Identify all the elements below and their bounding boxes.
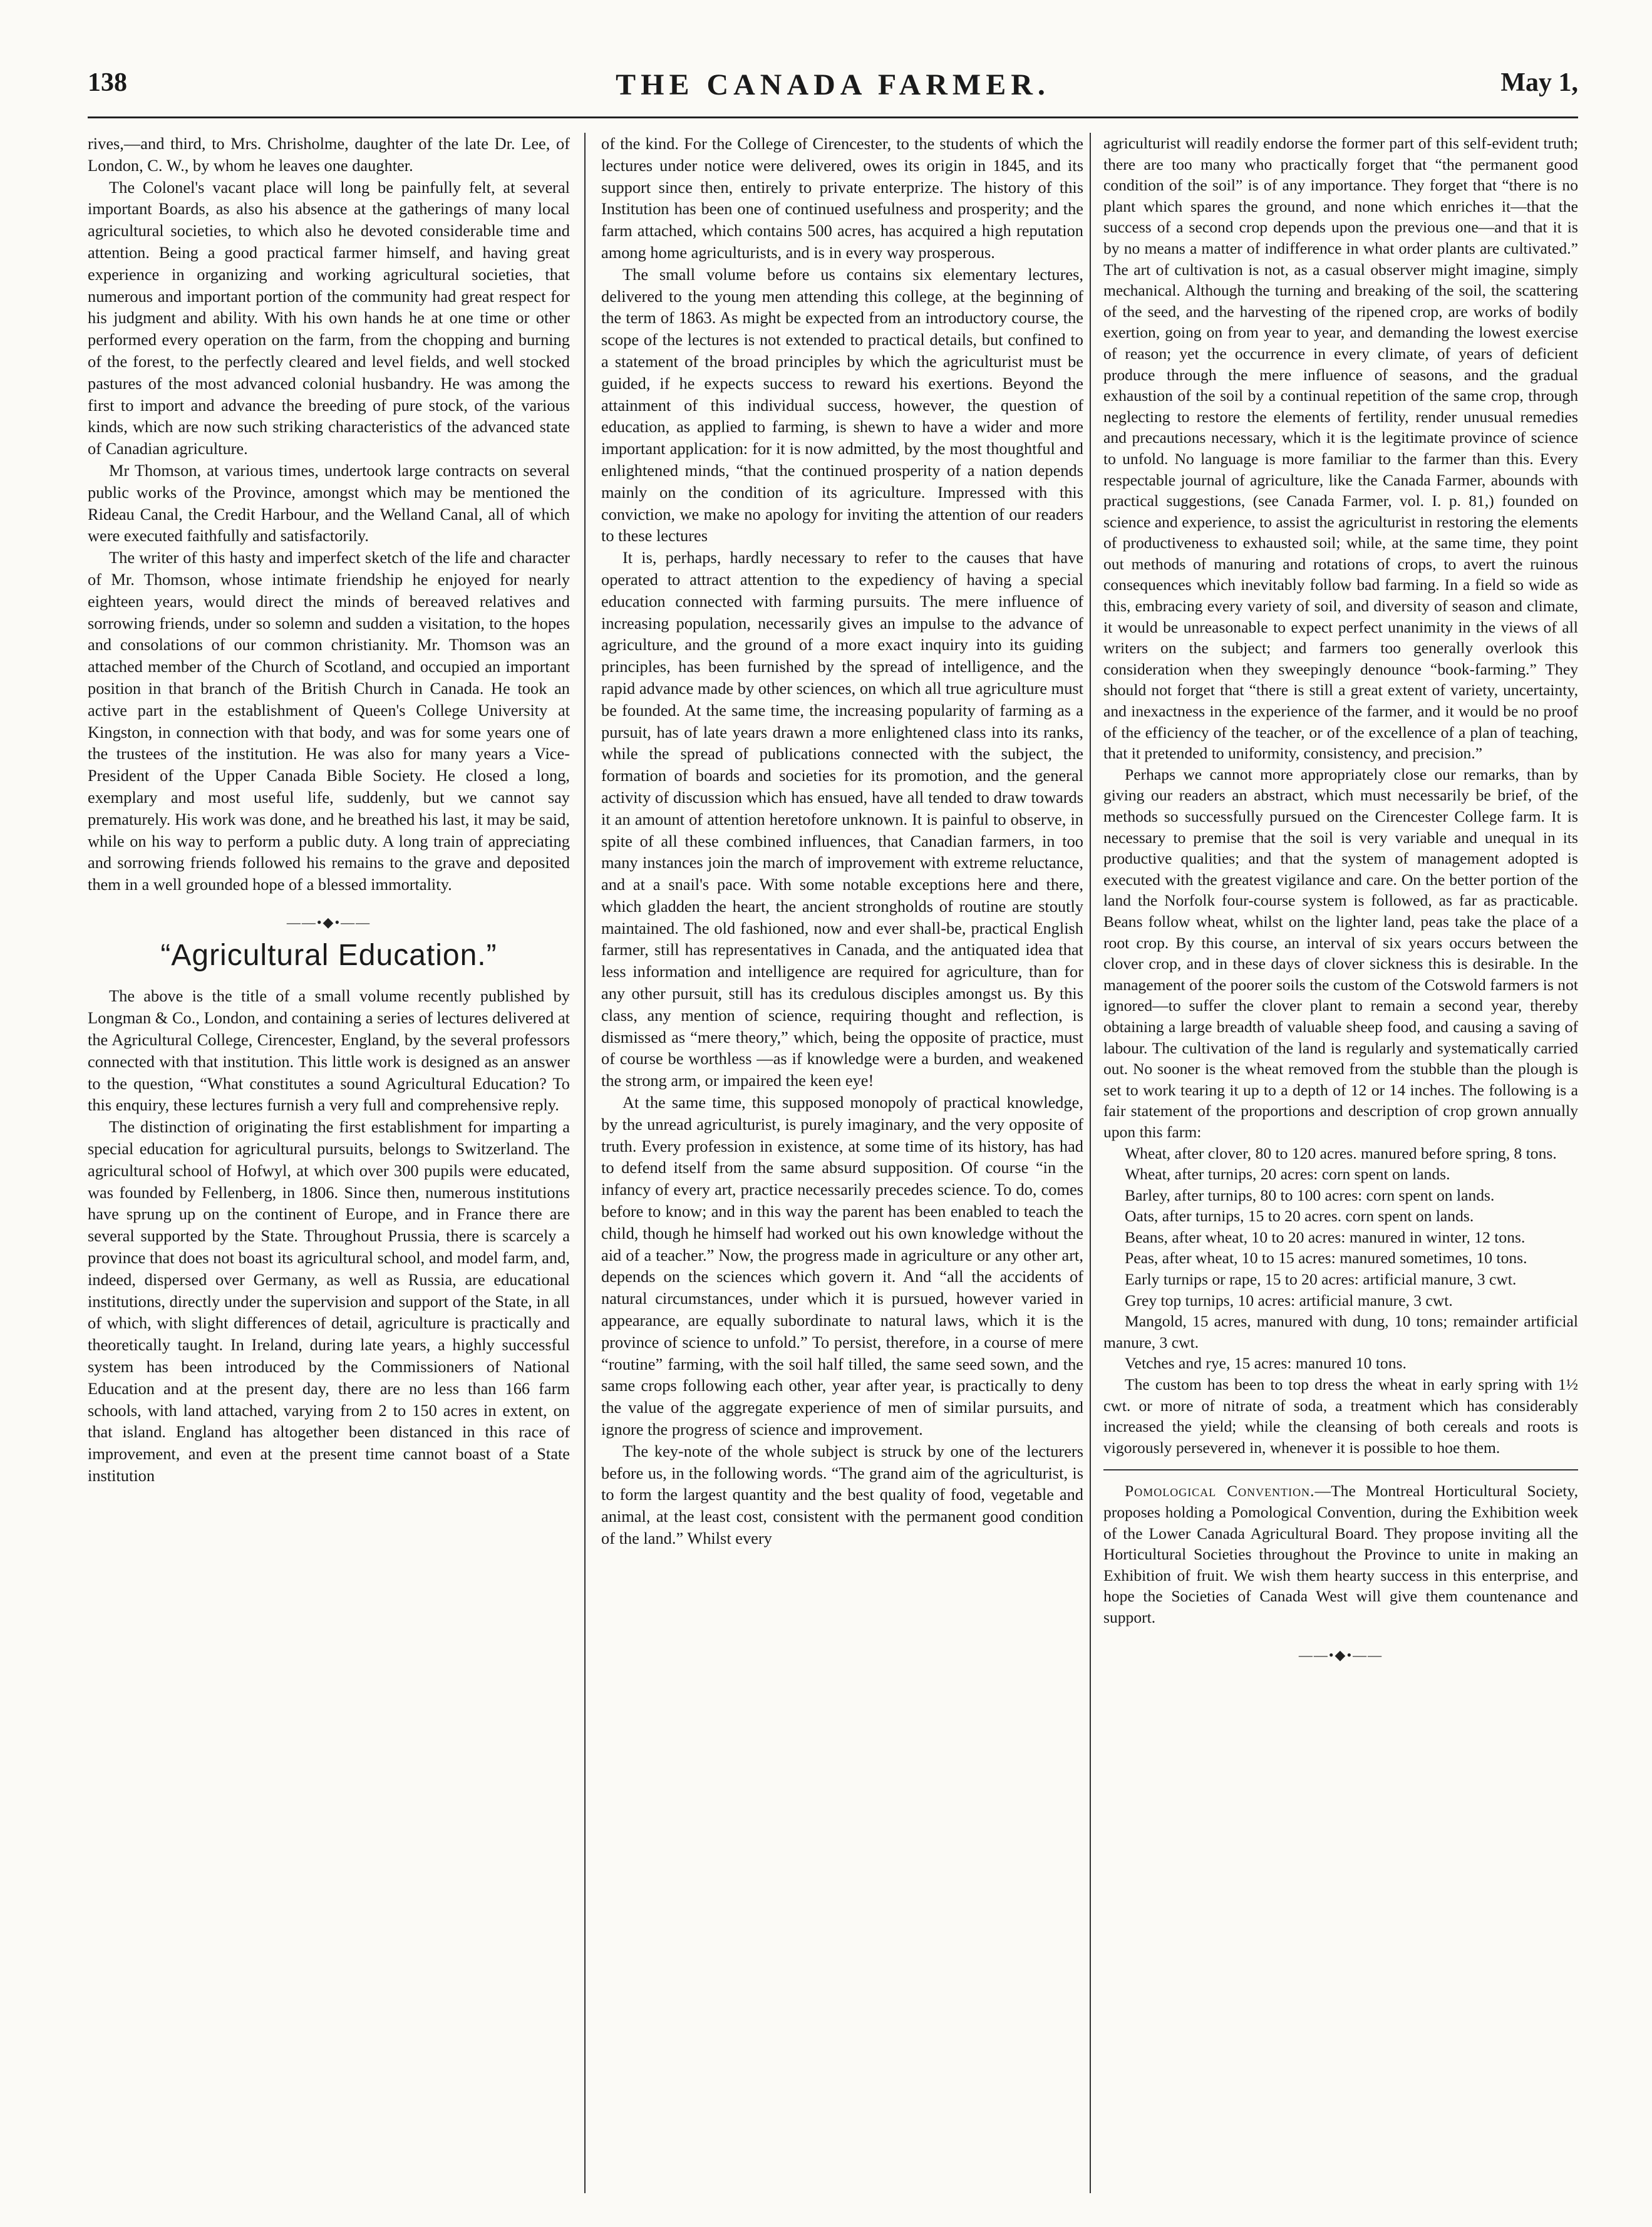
obituary-paragraph: Mr Thomson, at various times, undertook large contracts on several public works of the Province, amongst which may be mentioned the Rideau Canal, the Credit Harbour, and the Welland Canal, all of which were executed faithfully and satisfactorily.	[88, 460, 570, 545]
article-divider	[1103, 1469, 1578, 1470]
news-item	[1103, 1480, 1578, 1628]
page-header	[88, 68, 1578, 106]
header-rule	[88, 116, 1578, 118]
issue-date: May 1,	[1500, 68, 1578, 97]
crop-item: Vetches and rye, 15 acres: manured 10 tons.	[1125, 1354, 1407, 1373]
news-item-text: —The Montreal Horticultural Society, proposes holding a Pomological Convention, during the Exhibition week of the Lower Canada Agricultural Board. They propose inviting all the Horticultural Societies throughout the Province to unite in making an Exhibition of fruit. We wish them hearty success in this enterprise, and hope the Societies of Canada West will give them countenance and support.	[1103, 1482, 1578, 1626]
article-paragraph: The key-note of the whole subject is struck by one of the lecturers before us, in the following words. “The grand aim of the agriculturist, is to form the largest quantity and the best quality of food, vegetable and animal, at the least cost, consistent with the permanent good condition of the land.” Whilst every	[601, 1441, 1083, 1548]
obituary-paragraph: rives,—and third, to Mrs. Chrisholme, daughter of the late Dr. Lee, of London, C. W., by whom he leaves one daughter.	[88, 134, 570, 175]
article-paragraph: agriculturist will readily endorse the former part of this self-evident truth; there are too many who practically forget that “the permanent good condition of the soil” is of any importance. They forget that “there is no plant which spares the ground, and none which enriches it—that the success of a second crop depends upon the previous one—and that it is by no means a matter of indifference in what order plants are cultivated.” The art of cultivation is not, as a casual observer might imagine, simply mechanical. Although the turning and breaking of the soil, the scattering of the seed, and the harvesting of the ripened crop, are works of bodily exertion, going on from year to year, and demanding the lowest exercise of reason; yet the occurrence in every climate, of years of deficient produce through the mere influence of seasons, and the gradual exhaustion of the soil by a continual repetition of the same crop, through neglecting to restore the elements of fertility, render unusual remedies and precautions necessary, which it is the legitimate province of science to unfold. No language is more familiar to the farmer than this. Every respectable journal of agriculture, like the Canada Farmer, abounds with practical suggestions, (see Canada Farmer, vol. I. p. 81,) founded on science and experience, to assist the agriculturist in restoring the elements of productiveness to exhausted soil; while, at the same time, they point out methods of manuring and rotations of crops, to avert the ruinous consequences which inevitably follow bad farming. In a field so wide as this, embracing every variety of soil, and diversity of season and climate, it would be unreasonable to expect perfect unanimity in the views of all writers on the subject; and farmers too generally overlook this consideration when they sweepingly denounce “book-farming.” They should not forget that “there is still a great extent of variety, uncertainty, and inexactness in the experience of the farmer, and it would be no proof of the efficiency of the teacher, or of the excellence of a plan of teaching, that it pretended to uniformity, consistency, and precision.”	[1103, 134, 1578, 763]
crop-item: Wheat, after clover, 80 to 120 acres. manured before spring, 8 tons.	[1125, 1144, 1557, 1162]
article-paragraph: The distinction of originating the first establishment for imparting a special education for agricultural pursuits, belongs to Switzerland. The agricultural school of Hofwyl, at which over 300 pupils were educated, was founded by Fellenberg, in 1806. Since then, numerous institutions have sprung up on the continent of Europe, and in France there are several supported by the State. Throughout Prussia, there is scarcely a province that does not boast its agricultural school, and model farm, and, indeed, dispersed over Germany, as well as Russia, are educational institutions, directly under the supervision and support of the State, in all of which, with slight differences of detail, agriculture is practically and theoretically taught. In Ireland, during late years, a highly successful system has been introduced by the Commissioners of National Education and at the present day, there are no less than 166 farm schools, with land attached, varying from 2 to 150 acres in extent, on that island. England has altogether been distanced in this race of improvement, and even at the present time cannot boast of a State institution	[88, 1117, 570, 1486]
column-divider	[1090, 133, 1091, 2193]
obituary-paragraph: The Colonel's vacant place will long be painfully felt, at several important Boards, as also his absence at the gatherings of many local agricultural societies, to which also he devoted considerable time and attention. Being a good practical farmer himself, and having great experience in organizing and working agricultural societies, that numerous and important portion of the community had great respect for his judgment and ability. With his own hands he at one time or other performed every operation on the farm, from the chopping and burning of the forest, to the perfectly cleared and level fields, and well stocked pastures of the most advanced colonial husbandry. He was among the first to import and advance the breeding of pure stock, of the various kinds, which are now such striking characteristics of the advanced state of Canadian agriculture.	[88, 177, 570, 458]
crop-item: Early turnips or rape, 15 to 20 acres: artificial manure, 3 cwt.	[1125, 1270, 1517, 1289]
column-divider	[584, 133, 586, 2193]
crop-item: Oats, after turnips, 15 to 20 acres. corn spent on lands.	[1125, 1207, 1474, 1226]
article-paragraph: At the same time, this supposed monopoly of practical knowledge, by the unread agriculturist, is purely imaginary, and the very opposite of truth. Every profession in existence, at some time of its history, has had to defend itself from the same absurd supposition. Of course “in the infancy of every art, practice necessarily precedes science. To do, comes before to know; and in this way the parent has been enabled to teach the child, though he himself had worked out his own knowledge without the aid of a teacher.” Now, the progress made in agriculture or any other art, depends on the sciences which govern it. And “all the accidents of natural circumstances, under which it is pursued, however varied in appearance, are equally subordinate to natural laws, which it is the province of science to unfold.” To persist, therefore, in a course of mere “routine” farming, with the soil half tilled, the same seed sown, and the same crops following each other, year after year, is practically to deny the value of the aggregate experience of men of similar pursuits, and ignore the progress of science and improvement.	[601, 1093, 1083, 1439]
crop-item: Mangold, 15 acres, manured with dung, 10 tons; remainder artificial manure, 3 cwt.	[1103, 1312, 1578, 1351]
section-ornament: ——•◆•——	[1298, 1646, 1383, 1663]
article-title: “Agricultural Education.”	[160, 938, 497, 972]
article-paragraph: The above is the title of a small volume recently published by Longman & Co., London, and containing a series of lectures delivered at the Agricultural College, Cirencester, England, by the several professors connected with that institution. This little work is designed as an answer to the question, “What constitutes a sound Agricultural Education? To this enquiry, these lectures furnish a very full and comprehensive reply.	[88, 986, 570, 1115]
column-3	[1103, 133, 1578, 2193]
obituary-paragraph: The writer of this hasty and imperfect sketch of the life and character of Mr. Thomson, whose intimate friendship he enjoyed for nearly eighteen years, would direct the minds of bereaved relatives and sorrowing friends, under so solemn and sudden a visitation, to the hopes and consolations of our common christianity. Mr. Thomson was an attached member of the Church of Scotland, and occupied an important position in that branch of the British Church in Canada. He took an active part in the establishment of Queen's College University at Kingston, in connection with that body, and was for some years one of the trustees of the institution. He was also for many years a Vice-President of the Upper Canada Bible Society. He closed a long, exemplary and most useful life, suddenly, but we cannot say prematurely. His work was done, and he breathed his last, it may be said, while on his way to perform a public duty. A long train of appreciating and sorrowing friends followed his remains to the grave and deposited them in a well grounded hope of a blessed immortality.	[88, 548, 570, 894]
article-paragraph: The custom has been to top dress the wheat in early spring with 1½ cwt. or more of nitrate of soda, a treatment which has considerably increased the yield; while the cleansing of both cereals and roots is vigorously persevered in, whenever it is possible to hoe them.	[1103, 1375, 1578, 1457]
crop-item: Wheat, after turnips, 20 acres: corn spent on lands.	[1125, 1165, 1450, 1184]
crop-item: Peas, after wheat, 10 to 15 acres: manured sometimes, 10 tons.	[1125, 1249, 1527, 1268]
article-paragraph: of the kind. For the College of Cirencester, to the students of which the lectures under notice were delivered, owes its origin in 1845, and its support since then, entirely to private enterprize. The history of this Institution has been one of continued usefulness and prosperity; and the farm attached, which contains 500 acres, has acquired a high reputation among home agriculturists, and is in every way prosperous.	[601, 134, 1083, 262]
article-paragraph: Perhaps we cannot more appropriately close our remarks, than by giving our readers an abstract, which must necessarily be brief, of the methods so successfully pursued on the Cirencester College farm. It is necessary to premise that the soil is very variable and unequal in its productive qualities; and that the system of management adopted is executed with the greatest vigilance and care. On the better portion of the land the Norfolk four-course system is followed, as far as practicable. Beans follow wheat, whilst on the lighter land, peas take the place of a root crop. By this course, an interval of six years occurs between the clover crop, and in these days of clover sickness this is desirable. In the management of the poorer soils the custom of the Cotswold farmers is not ignored—to suffer the clover plant to remain a second year, thereby obtaining a large breadth of valuable sheep food, and causing a saving of labour. The cultivation of the land is regularly and systematically carried out. No sooner is the wheat removed from the stubble than the plough is set to work tearing it up to a depth of 12 or 14 inches. The following is a fair statement of the proportions and description of crop grown annually upon this farm:	[1103, 765, 1578, 1141]
column-1	[88, 133, 570, 2193]
page-number: 138	[88, 68, 127, 97]
crop-item: Barley, after turnips, 80 to 100 acres: corn spent on lands.	[1125, 1186, 1495, 1204]
article-paragraph: The small volume before us contains six elementary lectures, delivered to the young men attending this college, at the beginning of the term of 1863. As might be expected from an introductory course, the scope of the lectures is not extended to practical details, but confined to a statement of the broad principles by which the agriculturist must be guided, if he expects success to reward his exertions. Beyond the attainment of this individual success, however, the question of education, as applied to farming, is shewn to have a wider and more important application: for it is now admitted, by the most thoughtful and enlightened minds, “that the continued prosperity of a nation depends mainly on the condition of its agriculture. Impressed with this conviction, we make no apology for inviting the attention of our readers to these lectures	[601, 264, 1083, 545]
column-2	[601, 133, 1083, 2193]
masthead-title: THE CANADA FARMER.	[616, 68, 1050, 101]
crop-item: Beans, after wheat, 10 to 20 acres: manured in winter, 12 tons.	[1125, 1227, 1526, 1246]
article-paragraph: It is, perhaps, hardly necessary to refer to the causes that have operated to attract attention to the expediency of having a special education connected with farming pursuits. The mere influence of increasing population, necessarily gives an impulse to the advance of agriculture, and the ground of a more exact inquiry into its guiding principles, has been furnished by the spread of intelligence, and the rapid advance made by other sciences, on which all true agriculture must be founded. At the same time, the increasing popularity of farming as a pursuit, has of late years drawn a more enlightened class into its ranks, while the spread of publications connected with the subject, the formation of boards and societies for its promotion, and the general activity of discussion which has ensued, have all tended to draw towards it an amount of attention heretofore unknown. It is painful to observe, in spite of all these combined influences, that Canadian farmers, in too many instances join the march of improvement with extreme reluctance, and at a snail's pace. With some notable exceptions here and there, which gladden the heart, the ancient strongholds of routine are stoutly maintained. The old fashioned, now and ever shall-be, practical English farmer, still has representatives in Canada, and the antiquated idea that less information and intelligence are required for agriculture, than for any other pursuit, still has its credulous disciples amongst us. By this class, any mention of science, requiring thought and reflection, is dismissed as “mere theory,” which, being the opposite of practice, must of course be worthless —as if knowledge were a burden, and weakened the strong arm, or impaired the keen eye!	[601, 548, 1083, 1090]
crop-item: Grey top turnips, 10 acres: artificial manure, 3 cwt.	[1125, 1291, 1453, 1310]
news-item-heading: Pomological Convention.	[1125, 1482, 1315, 1501]
section-ornament: ——•◆•——	[286, 914, 371, 930]
